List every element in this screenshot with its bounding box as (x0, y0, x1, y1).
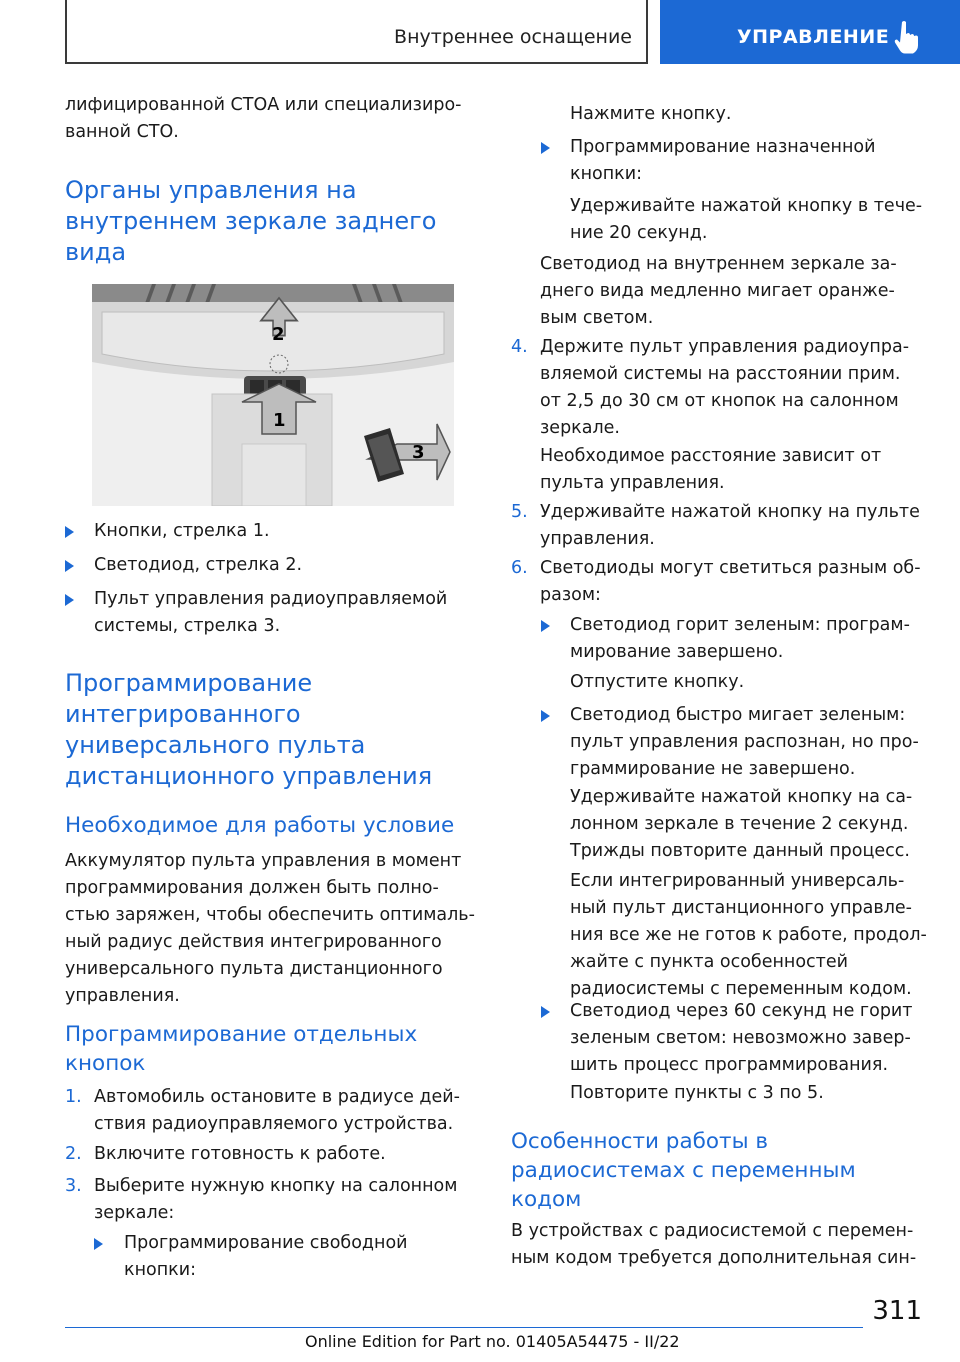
heading-rolling-code (511, 1127, 856, 1214)
text-line: Пульт управления радиоуправляемой (94, 589, 448, 609)
release-note: Отпустите кнопку. (570, 672, 745, 692)
text-line: Удерживайте нажатой кнопку на са- (570, 787, 913, 807)
step-number: 1. (65, 1087, 82, 1107)
header-section-title: Внутреннее оснащение (394, 26, 632, 48)
text-line: пульт управления распознан, но про- (570, 732, 919, 752)
text-line: ный радиус действия интегрированного (65, 932, 442, 952)
text-line: вым светом. (540, 308, 654, 328)
text-line: Светодиод быстро мигает зеленым: (570, 705, 906, 725)
text-line: ствия радиоуправляемого устройства. (94, 1114, 454, 1134)
text-line: программирования должен быть полно- (65, 878, 439, 898)
heading-line: Программирование (65, 669, 313, 697)
heading-line: кнопок (65, 1051, 146, 1076)
text-line: вляемой системы на расстоянии прим. (540, 364, 901, 384)
hold-paragraph (570, 193, 922, 247)
heading-line: интегрированного (65, 700, 301, 728)
led-note-paragraph (540, 251, 897, 332)
bullet-item (94, 552, 302, 579)
step-item (540, 555, 921, 609)
header-chapter-title: УПРАВЛЕНИЕ (737, 26, 890, 48)
text-line: жайте с пункта особенностей (570, 952, 849, 972)
heading-line: вида (65, 238, 127, 266)
bullet-triangle-icon (541, 142, 550, 154)
led-state-off (570, 998, 913, 1079)
header-chapter-tab[interactable] (660, 0, 960, 64)
step-number: 4. (511, 337, 528, 357)
text-line: кнопки: (124, 1260, 196, 1280)
heading-line: кодом (511, 1187, 582, 1212)
text-line: системы, стрелка 3. (94, 616, 281, 636)
mirror-controls-figure (92, 284, 454, 506)
text-line: Включите готовность к работе. (94, 1144, 386, 1164)
bullet-triangle-icon (94, 1238, 103, 1250)
distance-note (540, 443, 881, 497)
sub-bullet-item (570, 134, 875, 188)
step-number: 3. (65, 1176, 82, 1196)
text-line: Аккумулятор пульта управления в момент (65, 851, 462, 871)
heading-line: Органы управления на (65, 176, 357, 204)
text-line: зеленым светом: невозможно завер- (570, 1028, 911, 1048)
heading-programming (65, 668, 432, 792)
text-line: зеркале. (540, 418, 620, 438)
heading-line: Особенности работы в (511, 1129, 769, 1154)
repeat-note: Повторите пункты с 3 по 5. (570, 1083, 824, 1103)
text-line: Программирование назначенной (570, 137, 876, 157)
step-item (94, 1084, 460, 1138)
text-line: Держите пульт управления радиоупра- (540, 337, 910, 357)
text-line: Автомобиль остановите в радиусе дей- (94, 1087, 460, 1107)
text-line: Светодиод, стрелка 2. (94, 555, 303, 575)
header-section-box (65, 0, 648, 64)
bullet-triangle-icon (541, 620, 550, 632)
heading-line: Программирование отдельных (65, 1022, 418, 1047)
text-line: Светодиод горит зеленым: програм- (570, 615, 910, 635)
step-item (540, 334, 909, 442)
hand-pointer-icon (893, 20, 923, 54)
text-line: ния все же не готов к работе, продол- (570, 925, 927, 945)
text-line: шить процесс программирования. (570, 1055, 889, 1075)
text-line: Удерживайте нажатой кнопку в тече- (570, 196, 923, 216)
condition-paragraph (65, 848, 475, 1010)
footer-divider (65, 1327, 863, 1328)
figure-label-3: 3 (412, 442, 425, 463)
intro-paragraph (65, 92, 461, 146)
text-line: Необходимое расстояние зависит от (540, 446, 882, 466)
text-line: ванной СТО. (65, 122, 179, 142)
step-number: 6. (511, 558, 528, 578)
step-item (540, 499, 920, 553)
heading-condition: Необходимое для работы условие (65, 813, 455, 838)
text-line: Светодиод через 60 секунд не горит (570, 1001, 913, 1021)
text-line: стью заряжен, чтобы обеспечить оптималь- (65, 905, 475, 925)
text-line: Выберите нужную кнопку на салонном (94, 1176, 458, 1196)
text-line: ным кодом требуется дополнительная син- (511, 1248, 917, 1268)
text-line: Светодиод на внутреннем зеркале за- (540, 254, 897, 274)
text-line: лонном зеркале в течение 2 секунд. (570, 814, 909, 834)
figure-label-1: 1 (273, 410, 286, 431)
heading-line: радиосистемах с переменным (511, 1158, 856, 1183)
text-line: управления. (65, 986, 180, 1006)
heading-line: дистанционного управления (65, 762, 433, 790)
step-number: 5. (511, 502, 528, 522)
heading-individual-buttons (65, 1020, 417, 1078)
rolling-code-paragraph (511, 1218, 916, 1272)
text-line: ный пульт дистанционного управле- (570, 898, 912, 918)
press-button-text: Нажмите кнопку. (570, 104, 732, 124)
text-line: Удерживайте нажатой кнопку на пульте (540, 502, 920, 522)
text-line: кнопки: (570, 164, 642, 184)
step-item (94, 1141, 386, 1168)
bullet-triangle-icon (65, 560, 74, 572)
bullet-triangle-icon (65, 594, 74, 606)
text-line: Если интегрированный универсаль- (570, 871, 905, 891)
not-ready-note (570, 868, 927, 1003)
bullet-triangle-icon (541, 710, 550, 722)
step-item (94, 1173, 457, 1227)
text-line: ние 20 секунд. (570, 223, 708, 243)
heading-mirror-controls (65, 175, 436, 268)
bullet-item (94, 586, 447, 640)
step-number: 2. (65, 1144, 82, 1164)
fast-blink-note (570, 784, 912, 865)
led-state-fast-blink (570, 702, 919, 783)
text-line: мирование завершено. (570, 642, 784, 662)
text-line: зеркале: (94, 1203, 175, 1223)
text-line: от 2,5 до 30 см от кнопок на салонном (540, 391, 899, 411)
heading-line: универсального пульта (65, 731, 366, 759)
text-line: граммирование не завершено. (570, 759, 856, 779)
text-line: радиосистемы с переменным кодом. (570, 979, 912, 999)
page-number: 311 (872, 1296, 922, 1326)
text-line: днего вида медленно мигает оранже- (540, 281, 895, 301)
bullet-triangle-icon (65, 526, 74, 538)
led-state-green (570, 612, 910, 666)
bullet-triangle-icon (541, 1006, 550, 1018)
text-line: Светодиоды могут светиться разным об- (540, 558, 921, 578)
sub-bullet-item (124, 1230, 408, 1284)
text-line: Программирование свободной (124, 1233, 408, 1253)
figure-label-2: 2 (272, 324, 285, 345)
text-line: Кнопки, стрелка 1. (94, 521, 270, 541)
heading-line: внутреннем зеркале заднего (65, 207, 437, 235)
bullet-item (94, 518, 270, 545)
edition-info: Online Edition for Part no. 01405A54475 - II/22 (305, 1332, 680, 1351)
text-line: В устройствах с радиосистемой с перемен- (511, 1221, 914, 1241)
text-line: разом: (540, 585, 601, 605)
text-line: лифицированной СТОА или специализиро- (65, 95, 462, 115)
text-line: управления. (540, 529, 655, 549)
text-line: универсального пульта дистанционного (65, 959, 443, 979)
text-line: пульта управления. (540, 473, 725, 493)
text-line: Трижды повторите данный процесс. (570, 841, 910, 861)
